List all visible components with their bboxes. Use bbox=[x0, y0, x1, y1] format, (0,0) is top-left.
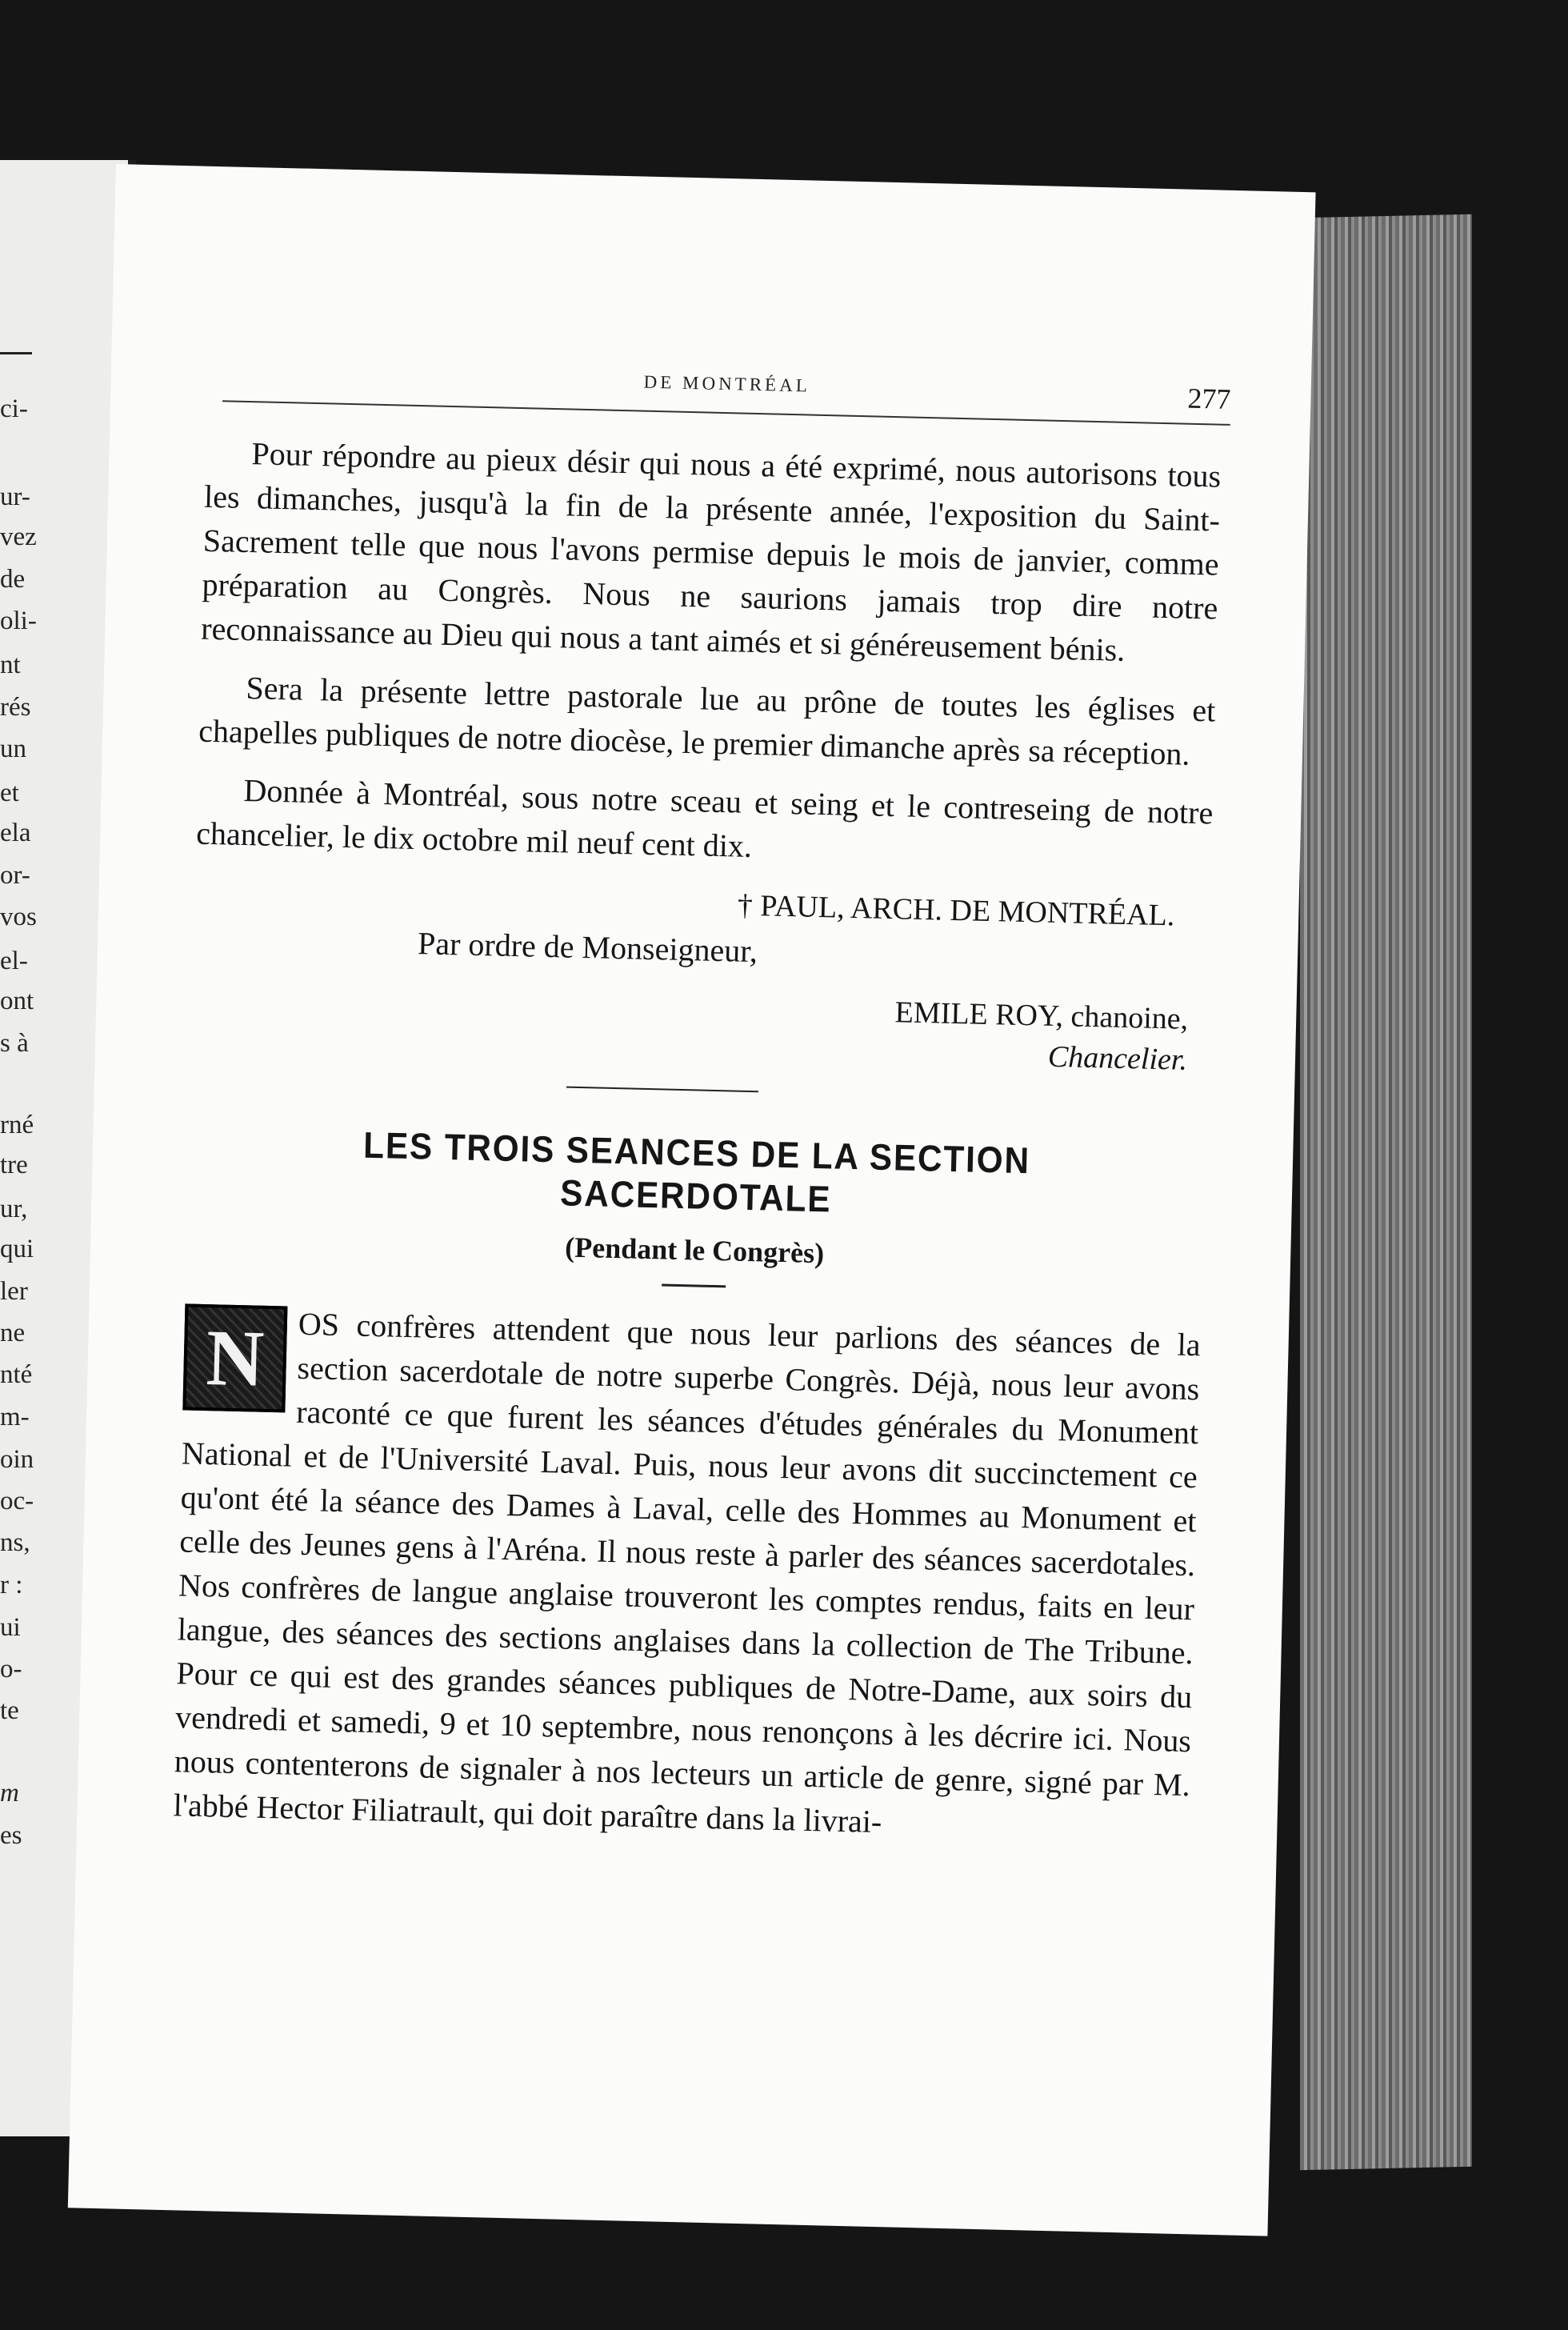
left-page-fragment: nté bbox=[0, 1360, 33, 1389]
left-page-fragment: oc- bbox=[0, 1487, 34, 1515]
left-page-fragment: vos bbox=[0, 903, 37, 931]
signature-archbishop: † PAUL, ARCH. DE MONTRÉAL. bbox=[737, 888, 1175, 933]
signature-chancellor-title: Chancelier. bbox=[1047, 1039, 1188, 1077]
left-page-fragment: ur, bbox=[0, 1195, 28, 1223]
section-title: LES TROIS SEANCES DE LA SECTION SACERDOTALE bbox=[362, 1123, 1031, 1220]
section-divider bbox=[566, 1087, 758, 1093]
left-page-fragment: ont bbox=[0, 987, 34, 1015]
section-subtitle: (Pendant le Congrès) bbox=[564, 1231, 825, 1270]
left-page-fragment: de bbox=[0, 565, 26, 594]
left-page-fragment: ci- bbox=[0, 394, 28, 423]
running-head-title: DE MONTRÉAL bbox=[643, 371, 811, 396]
book-page-edges bbox=[1300, 214, 1472, 2171]
section-paragraph: OS confrères attendent que nous leur parlions des séances de la section sacerdotale de notre superbe Congrès. Déjà, nous leur avons raconté ce que furent les séances d'études générales du Monument National et de l'Université Laval. Puis, nous leur avons dit succinctement ce qu'ont été la séance des Dames à Laval, celle des Hommes au Monument et celle des Jeunes gens à l'Aréna. Il nous reste à parler des séances sacerdotales. Nos confrères de langue anglaise trouveront les comptes rendus, faits en leur langue, des séances des sections anglaises dans la collection de The Tribune. Pour ce qui est des grandes séances publiques de Notre-Dame, aux soirs du vendredi et samedi, 9 et 10 septembre, nous renonçons à les décrire ici. Nous nous contenterons de signaler à nos lecteurs un article de genre, signé par M. l'abbé Hector Filiatrault, qui doit paraître dans la livrai- bbox=[173, 1305, 1202, 1840]
paragraph-lecture: Sera la présente lettre pastorale lue au prône de toutes les églises et chapelles publiques de notre diocèse, le premier dimanche après sa réception. bbox=[198, 670, 1216, 772]
ornamental-dropcap: N bbox=[182, 1303, 287, 1412]
left-page-fragment: m bbox=[0, 1779, 19, 1808]
left-page-fragment: or- bbox=[0, 861, 30, 890]
left-page-fragment: ur- bbox=[0, 482, 30, 511]
section-body bbox=[173, 1299, 1201, 1851]
paragraph-donnee: Donnée à Montréal, sous notre sceau et seing et le contreseing de notre chancelier, le dix octobre mil neuf cent dix. bbox=[195, 771, 1214, 864]
left-page-fragment: r : bbox=[0, 1571, 23, 1599]
left-page-fragment: te bbox=[0, 1696, 19, 1725]
left-page-fragment: oin bbox=[0, 1445, 34, 1474]
left-page-fragment: ns, bbox=[0, 1528, 30, 1557]
left-page-fragment: rné bbox=[0, 1111, 34, 1139]
left-page-fragment: el- bbox=[0, 947, 28, 975]
signature-order: Par ordre de Monseigneur, bbox=[417, 925, 758, 970]
signature-chancellor-name: EMILE ROY, chanoine, bbox=[894, 995, 1189, 1036]
left-page-fragment: ui bbox=[0, 1613, 21, 1642]
left-page-fragment: o- bbox=[0, 1655, 22, 1683]
page-body bbox=[173, 430, 1222, 1851]
left-page-fragment: rés bbox=[0, 693, 31, 722]
left-page-fragment: tre bbox=[0, 1151, 28, 1179]
subtitle-rule bbox=[662, 1283, 726, 1287]
left-page-fragment: vez bbox=[0, 522, 37, 551]
book-page bbox=[68, 164, 1316, 2236]
left-page-rule bbox=[0, 352, 32, 354]
left-page-fragment: qui bbox=[0, 1235, 34, 1263]
left-page-fragment: ela bbox=[0, 819, 31, 847]
page-number: 277 bbox=[1187, 382, 1231, 415]
left-page-fragment: un bbox=[0, 735, 26, 763]
left-page-fragment: oli- bbox=[0, 607, 37, 635]
left-page-fragment: m- bbox=[0, 1403, 30, 1431]
paragraph-exposition: Pour répondre au pieux désir qui nous a été exprimé, nous autorisons tous les dimanches, jusqu'à la fin de la présente année, l'exposition du Saint-Sacrement telle que nous l'avons permise depuis le mois de janvier, comme préparation au Congrès. Nous ne saurions jamais trop dire notre reconnaissance au Dieu qui nous a tant aimés et si généreusement bénis. bbox=[200, 435, 1222, 668]
left-page-fragment: nt bbox=[0, 651, 21, 679]
left-page-fragment: s à bbox=[0, 1029, 29, 1058]
left-page-fragment: et bbox=[0, 779, 19, 807]
running-head bbox=[222, 358, 1231, 414]
left-page-fragment: ler bbox=[0, 1277, 28, 1306]
left-page-fragment: ne bbox=[0, 1319, 26, 1347]
left-page-fragment: es bbox=[0, 1821, 22, 1850]
